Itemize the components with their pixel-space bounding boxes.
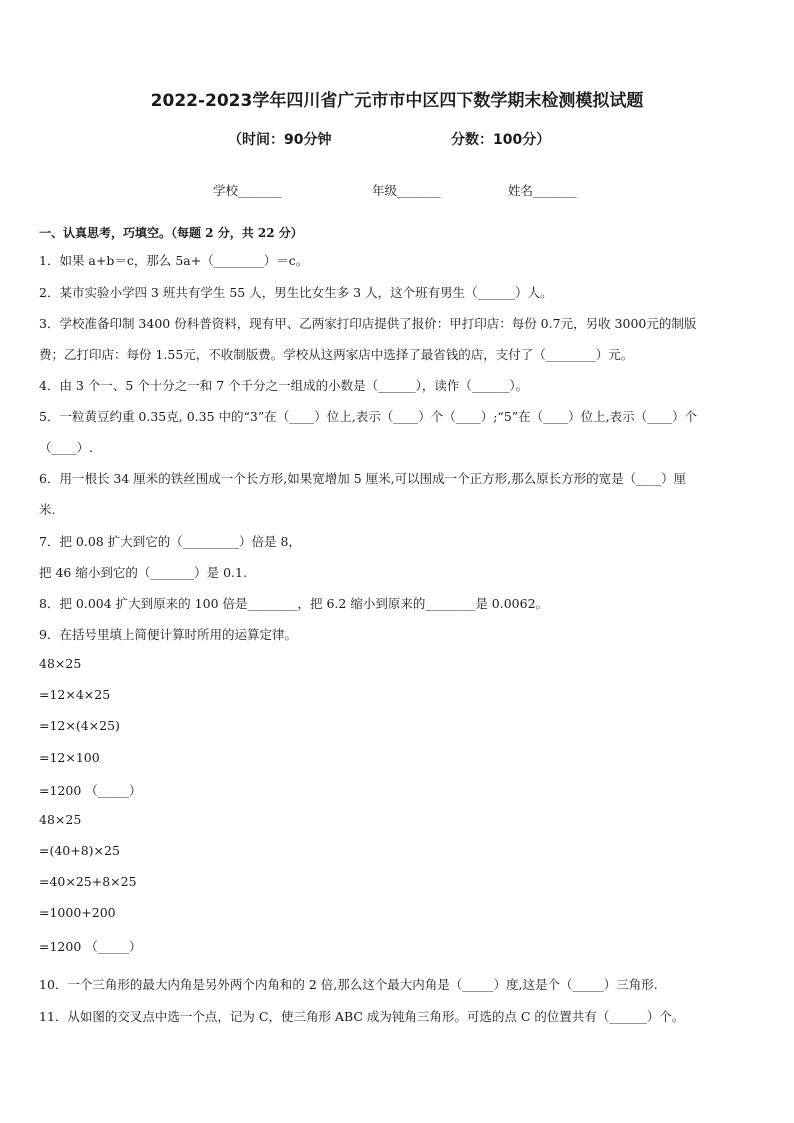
section-heading: 一、认真思考，巧填空。（每题 2 分，共 22 分） <box>39 226 303 240</box>
question-8: 8．把 0.004 扩大到原来的 100 倍是________，把 6.2 缩小到原来的________是 0.0062。 <box>39 596 549 611</box>
question-9: 9．在括号里填上简便计算时所用的运算定律。 <box>39 627 297 642</box>
question-7-line-1: 7．把 0.08 扩大到它的（_________）倍是 8， <box>39 534 301 549</box>
question-2: 2．某市实验小学四 3 班共有学生 55 人，男生比女生多 3 人，这个班有男生（______）人。 <box>39 285 553 300</box>
exam-title: 2022-2023学年四川省广元市市中区四下数学期末检测模拟试题 <box>150 91 644 111</box>
calc-2-step-2: =(40+8)×25 <box>39 843 120 858</box>
question-5-line-2: （____）. <box>39 440 93 455</box>
exam-score: 分数：100分） <box>451 132 551 148</box>
calc-2-step-1: 48×25 <box>39 812 82 827</box>
question-7-line-2: 把 46 缩小到它的（_______）是 0.1. <box>39 565 247 580</box>
question-3-line-1: 3．学校准备印制 3400 份科普资料，现有甲、乙两家打印店提供了报价：甲打印店：每份 0.7元，另收 3000元的制版 <box>39 316 697 331</box>
question-10: 10．一个三角形的最大内角是另外两个内角和的 2 倍,那么这个最大内角是（_____）度,这是个（_____）三角形. <box>39 977 658 992</box>
exam-time: （时间：90分钟 <box>228 132 332 148</box>
calc-2-step-4: =1000+200 <box>39 905 116 920</box>
calc-1-step-5: =1200 （_____） <box>39 783 142 798</box>
question-4: 4．由 3 个一、5 个十分之一和 7 个千分之一组成的小数是（______），读作（______）。 <box>39 378 529 393</box>
question-6-line-1: 6．用一根长 34 厘米的铁丝围成一个长方形,如果宽增加 5 厘米,可以围成一个正方形,那么原长方形的宽是（____）厘 <box>39 471 687 486</box>
question-3-line-2: 费；乙打印店：每份 1.55元，不收制版费。学校从这两家店中选择了最省钱的店，支付了（________）元。 <box>39 347 634 362</box>
question-6-line-2: 米. <box>39 502 56 517</box>
calc-2-step-3: =40×25+8×25 <box>39 874 137 889</box>
calc-1-step-2: =12×4×25 <box>39 687 111 702</box>
calc-2-step-5: =1200 （_____） <box>39 939 142 954</box>
calc-1-step-3: =12×(4×25) <box>39 718 120 733</box>
school-field: 学校_______ <box>213 183 282 198</box>
question-11: 11．从如图的交叉点中选一个点，记为 C，使三角形 ABC 成为钝角三角形。可选的点 C 的位置共有（______）个。 <box>39 1009 685 1024</box>
calc-1-step-4: =12×100 <box>39 750 100 765</box>
grade-field: 年级_______ <box>372 183 441 198</box>
question-5-line-1: 5．一粒黄豆约重 0.35克, 0.35 中的“3”在（____）位上,表示（____）个（____）;“5”在（____）位上,表示（____）个 <box>39 409 698 424</box>
calc-1-step-1: 48×25 <box>39 656 82 671</box>
question-1: 1．如果 a+b＝c，那么 5a+（________）＝c。 <box>39 253 309 268</box>
name-field: 姓名_______ <box>508 183 577 198</box>
